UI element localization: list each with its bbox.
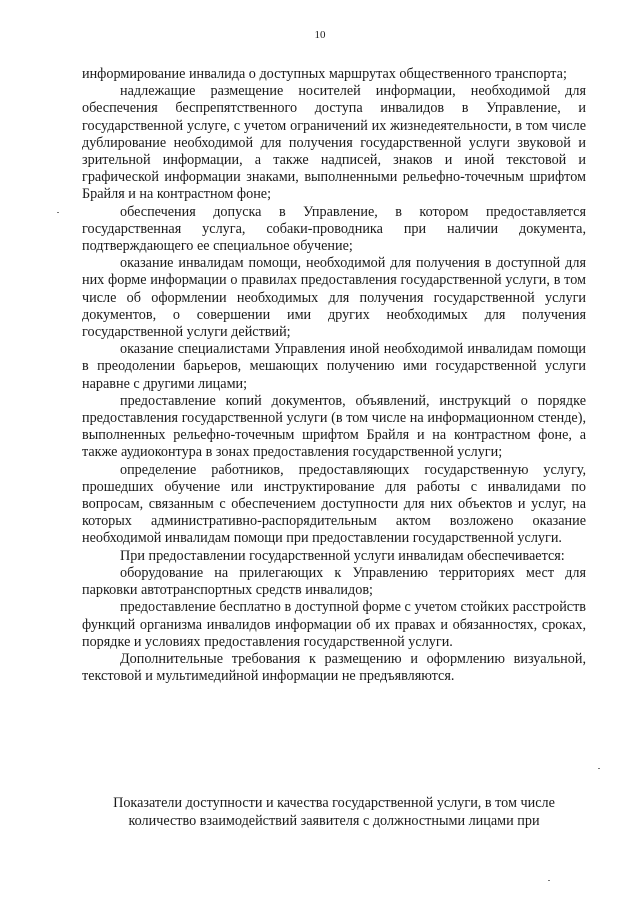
paragraph: определение работников, предоставляющих государственную услугу, прошедших обучение или инструктирование для работы с инвалидами по вопросам, связанным с обеспечением доступности для них объектов и услуг, на которых административно-распорядительным актом возложено оказание необходимой инвалидам помощи при предоставлении государственной услуги. [82,461,586,547]
page-number: 10 [314,29,326,41]
paragraph: предоставление бесплатно в доступной форме с учетом стойких расстройств функций организма инвалидов информации об их правах и обязанностях, сроках, порядке и условиях предоставления государственной услуги. [82,599,586,650]
paragraph: оборудование на прилегающих к Управлению территориях мест для парковки автотранспортных средств инвалидов; [82,564,586,599]
scan-speck [57,212,59,213]
section-heading [82,795,586,830]
paragraph: надлежащие размещение носителей информации, необходимой для обеспечения беспрепятственного доступа инвалидов в Управление, и государственной услуге, с учетом ограничений их жизнедеятельности, в том числе дублирование необходимой для получения государственной услуги звуковой и зрительной информации, а также надписей, знаков и иной текстовой и графической информации знаками, выполненными рельефно-точечным шрифтом Брайля и на контрастном фоне; [82,83,586,203]
scan-speck [548,880,550,881]
paragraph: Дополнительные требования к размещению и оформлению визуальной, текстовой и мультимедийной информации не предъявляются. [82,650,586,685]
paragraph: оказание специалистами Управления иной необходимой инвалидам помощи в преодолении барьеров, мешающих получению ими государственной услуги наравне с другими лицами; [82,341,586,392]
paragraph: обеспечения допуска в Управление, в котором предоставляется государственная услуга, собаки-проводника при наличии документа, подтверждающего ее специальное обучение; [82,203,586,255]
paragraph: информирование инвалида о доступных маршрутах общественного транспорта; [82,66,567,82]
paragraph: При предоставлении государственной услуги инвалидам обеспечивается: [120,547,565,564]
paragraph: предоставление копий документов, объявлений, инструкций о порядке предоставления государственной услуги (в том числе на информационном стенде), выполненных рельефно-точечным шрифтом Брайля и на контрастном фоне, а также аудиоконтура в зонах предоставления государственной услуги; [82,392,586,461]
section-heading-line: Показатели доступности и качества государственной услуги, в том числе [113,795,555,811]
section-heading-line: количество взаимодействий заявителя с должностными лицами при [128,812,540,829]
scan-speck [598,768,600,769]
document-body [82,66,586,685]
paragraph: оказание инвалидам помощи, необходимой для получения в доступной для них форме информации о правилах предоставления государственной услуги, в том числе об оформлении необходимых для получения государственной услуги документов, о совершении ими других необходимых для получения государственной услуги действий; [82,255,586,341]
